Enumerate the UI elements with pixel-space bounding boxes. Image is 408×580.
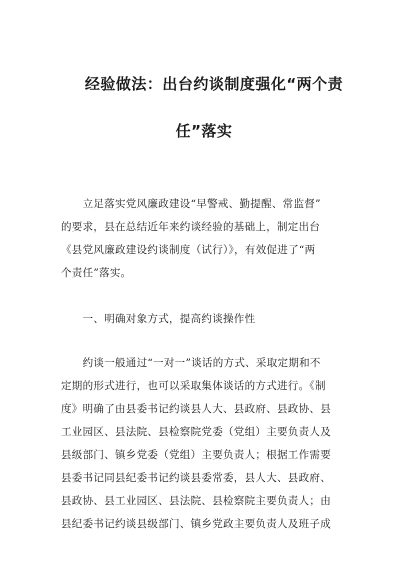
paragraph-1-line-1: 立足落实党风廉政建设“早警戒、勤提醒、常监督” [61, 198, 321, 210]
paragraph-1-line-3: 《县党风廉政建设约谈制度（试行）》，有效促进了“两 [61, 244, 316, 256]
section-heading-1: 一、明确对象方式，提高约谈操作性 [61, 313, 256, 325]
document-title-line-2: 任”落实 [175, 122, 233, 140]
paragraph-3-line-6: 县委书记同县纪委书记约谈县委常委，县人大、县政府、 [61, 472, 331, 484]
paragraph-3-line-3: 度》明确了由县委书记约谈县人大、县政府、县政协、县 [61, 403, 331, 415]
paragraph-3-line-2: 定期的形式进行，也可以采取集体谈话的方式进行。《制 [61, 380, 326, 392]
paragraph-3-line-4: 工业园区、县法院、县检察院党委（党组）主要负责人及 [61, 426, 331, 438]
paragraph-1-line-2: 的要求，县在总结近年来约谈经验的基础上，制定出台 [61, 221, 321, 233]
paragraph-3-line-5: 县级部门、镇乡党委（党组）主要负责人；根据工作需要 [61, 449, 331, 461]
document-title-line-1: 经验做法：出台约谈制度强化“两个责 [84, 75, 344, 93]
paragraph-3-line-1: 约谈一般通过“一对一”谈话的方式、采取定期和不 [61, 357, 321, 369]
paragraph-1-line-4: 个责任”落实。 [61, 267, 132, 279]
paragraph-3-line-7: 县政协、县工业园区、县法院、县检察院主要负责人；由 [61, 495, 331, 507]
paragraph-3-line-8: 县纪委书记约谈县级部门、镇乡党政主要负责人及班子成 [61, 518, 331, 530]
